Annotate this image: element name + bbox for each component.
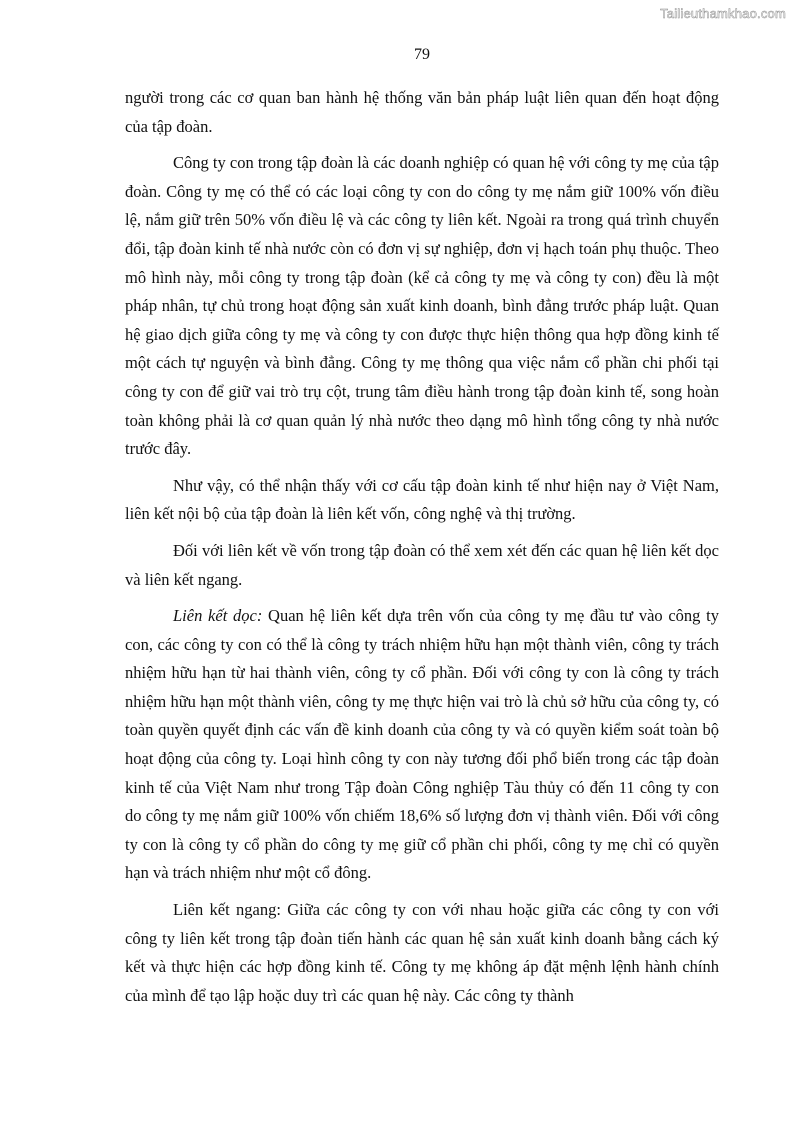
paragraph-2: Công ty con trong tập đoàn là các doanh nghiệp có quan hệ với công ty mẹ của tập đoàn. Công ty mẹ có thể có các loại công ty con do công ty mẹ nắm giữ 100% vốn điều lệ, nắm giữ trên 50% vốn điều lệ và các công ty liên kết. Ngoài ra trong quá trình chuyển đổi, tập đoàn kinh tế nhà nước còn có đơn vị sự nghiệp, đơn vị hạch toán phụ thuộc. Theo mô hình này, mỗi công ty trong tập đoàn (kể cả công ty mẹ và công ty con) đều là một pháp nhân, tự chủ trong hoạt động sản xuất kinh doanh, bình đẳng trước pháp luật. Quan hệ giao dịch giữa công ty mẹ và công ty con được thực hiện thông qua hợp đồng kinh tế một cách tự nguyện và bình đẳng. Công ty mẹ thông qua việc nắm cổ phần chi phối tại công ty con để giữ vai trò trụ cột, trung tâm điều hành trong tập đoàn kinh tế, song hoàn toàn không phải là cơ quan quản lý nhà nước theo dạng mô hình tổng công ty nhà nước trước đây. [125,153,719,459]
paragraph-5-text: Quan hệ liên kết dựa trên vốn của công ty mẹ đầu tư vào công ty con, các công ty con có thể là công ty trách nhiệm hữu hạn một thành viên, công ty trách nhiệm hữu hạn từ hai thành viên, công ty cổ phần. Đối với công ty con là công ty trách nhiệm hữu hạn một thành viên, công ty mẹ thực hiện vai trò là chủ sở hữu của công ty, có toàn quyền quyết định các vấn đề kinh doanh của công ty và có quyền kiểm soát toàn bộ hoạt động của công ty. Loại hình công ty con này tương đối phổ biến trong các tập đoàn kinh tế của Việt Nam như trong Tập đoàn Công nghiệp Tàu thủy có đến 11 công ty con do công ty mẹ nắm giữ 100% vốn chiếm 18,6% số lượng đơn vị thành viên. Đối với công ty con là công ty cổ phần do công ty mẹ giữ cổ phần chi phối, công ty mẹ chỉ có quyền hạn và trách nhiệm như một cổ đông. [125,606,719,883]
paragraph-5-lead: Liên kết dọc: [173,606,263,626]
watermark: Tailieuthamkhao.com [660,6,786,21]
document-body [125,84,719,1018]
paragraph-5 [125,602,719,888]
paragraph-4: Đối với liên kết về vốn trong tập đoàn có thể xem xét đến các quan hệ liên kết dọc và liên kết ngang. [125,540,719,589]
paragraph-1: người trong các cơ quan ban hành hệ thống văn bản pháp luật liên quan đến hoạt động của tập đoàn. [125,88,719,136]
paragraph-6: Liên kết ngang: Giữa các công ty con với nhau hoặc giữa các công ty con với công ty liên kết trong tập đoàn tiến hành các quan hệ sản xuất kinh doanh bằng cách ký kết và thực hiện các hợp đồng kinh tế. Công ty mẹ không áp đặt mệnh lệnh hành chính của mình để tạo lập hoặc duy trì các quan hệ này. Các công ty thành [125,900,719,1005]
paragraph-3: Như vậy, có thể nhận thấy với cơ cấu tập đoàn kinh tế như hiện nay ở Việt Nam, liên kết nội bộ của tập đoàn là liên kết vốn, công nghệ và thị trường. [125,475,719,524]
page-number: 79 [414,46,430,63]
